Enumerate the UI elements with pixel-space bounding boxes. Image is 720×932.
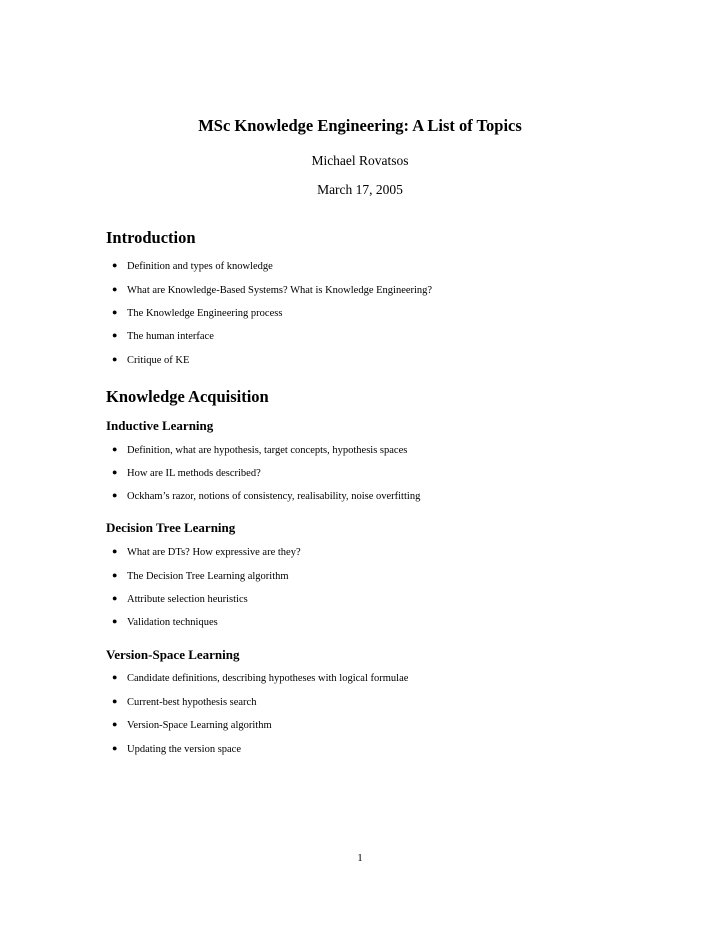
list-item: ● Version-Space Learning algorithm — [112, 719, 272, 731]
list-item: ● Definition, what are hypothesis, target concepts, hypothesis spaces — [112, 444, 408, 456]
list-item: ● Definition and types of knowledge — [112, 260, 273, 272]
bullet-icon: ● — [112, 444, 118, 454]
bullet-icon: ● — [112, 696, 118, 706]
bullet-icon: ● — [112, 467, 118, 477]
bullet-icon: ● — [112, 672, 118, 682]
bullet-icon: ● — [112, 284, 118, 294]
list-item: ● Critique of KE — [112, 354, 190, 366]
bullet-icon: ● — [112, 354, 118, 364]
list-item: ● Candidate definitions, describing hypotheses with logical formulae — [112, 672, 409, 684]
list-item: ● What are DTs? How expressive are they? — [112, 546, 301, 558]
bullet-icon: ● — [112, 719, 118, 729]
bullet-icon: ● — [112, 330, 118, 340]
section-heading-knowledge-acquisition: Knowledge Acquisition — [106, 387, 269, 406]
list-item: ● Attribute selection heuristics — [112, 593, 248, 605]
list-item: ● Validation techniques — [112, 616, 218, 628]
document-title: MSc Knowledge Engineering: A List of Topics — [198, 116, 522, 135]
list-item: ● The Decision Tree Learning algorithm — [112, 570, 289, 582]
bullet-icon: ● — [112, 570, 118, 580]
subsection-heading-version-space-learning: Version-Space Learning — [106, 647, 240, 662]
page-number: 1 — [357, 852, 363, 864]
bullet-icon: ● — [112, 593, 118, 603]
subsection-heading-inductive-learning: Inductive Learning — [106, 418, 214, 433]
bullet-icon: ● — [112, 307, 118, 317]
list-item: ● The Knowledge Engineering process — [112, 307, 283, 319]
list-item: ● Ockham’s razor, notions of consistency, realisability, noise overfitting — [112, 490, 421, 502]
document-date: March 17, 2005 — [317, 182, 403, 197]
list-item: ● What are Knowledge-Based Systems? What is Knowledge Engineering? — [112, 284, 433, 296]
bullet-icon: ● — [112, 490, 118, 500]
section-heading-introduction: Introduction — [106, 228, 196, 247]
list-item: ● Current-best hypothesis search — [112, 696, 257, 708]
bullet-icon: ● — [112, 743, 118, 753]
bullet-icon: ● — [112, 616, 118, 626]
document-author: Michael Rovatsos — [311, 153, 409, 168]
list-item: ● The human interface — [112, 330, 214, 342]
subsection-heading-decision-tree-learning: Decision Tree Learning — [106, 520, 236, 535]
list-item: ● How are IL methods described? — [112, 467, 261, 479]
list-item: ● Updating the version space — [112, 743, 242, 755]
bullet-icon: ● — [112, 260, 118, 270]
bullet-icon: ● — [112, 546, 118, 556]
